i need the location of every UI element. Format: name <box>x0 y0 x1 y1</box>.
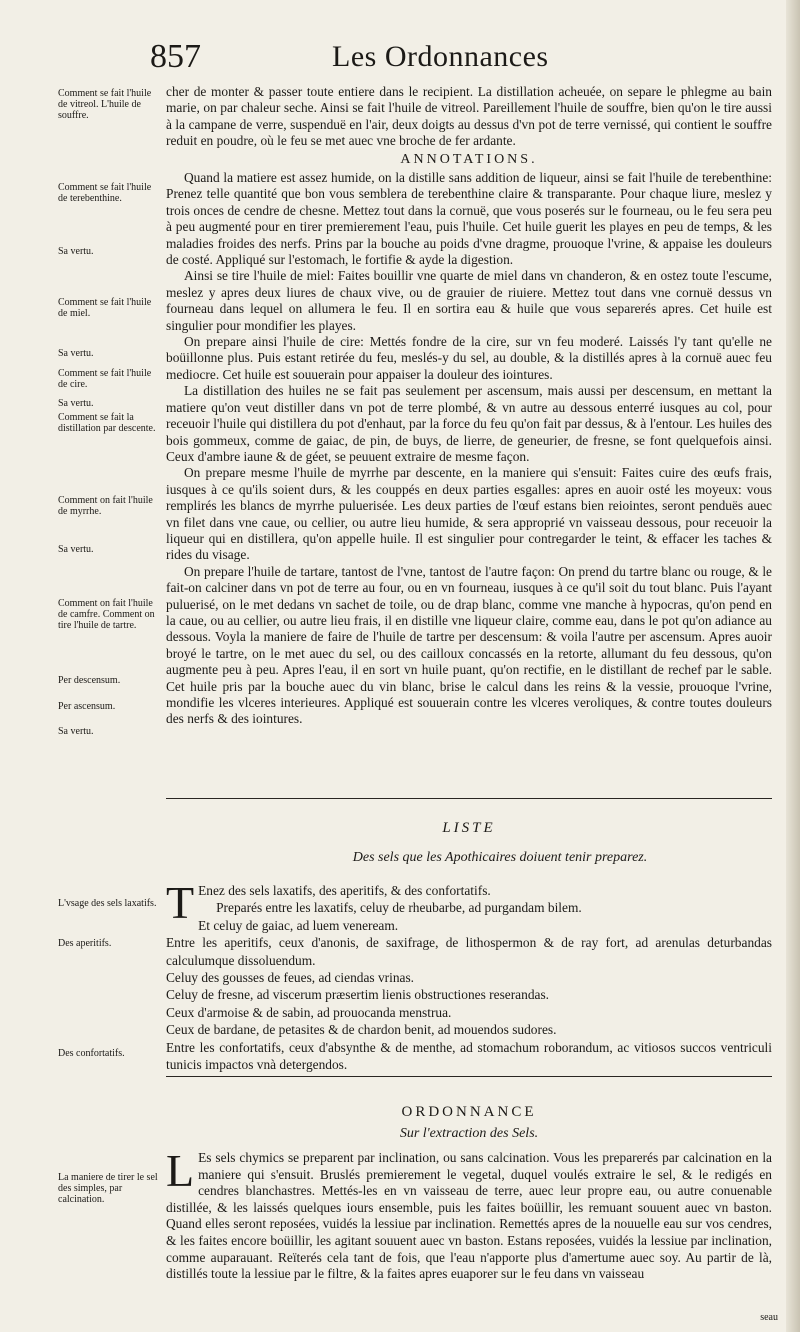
annotation-paragraph: On prepare mesme l'huile de myrrhe par descente, en la maniere qui s'ensuit: Faites cuire des œufs frais, iusques à ce qu'ils soient durs, & les couppés en deux parties esgalles: apres en auoir osté les moyeux: vous remplirés les blancs de myrrhe puluerisée. Les deux parties de l'œuf estans bien reiointes, seront penduës auec vn filet dans vne caue, ou cellier, ou autre lieu humide, & sera approprié vn vaisseau dessous, pour receuoir la liqueur qui en distillera, qu'on appelle huile. Il est singulier pour contregarder le teint, & effacer les taches & rides du visage. <box>166 465 772 563</box>
liste-item: Entre les aperitifs, ceux d'anonis, de saxifrage, de lithospermon & de ray fort, ad arenulas deturbandas calculumque dissoluendum. <box>166 935 772 968</box>
liste-item: Ceux de bardane, de petasites & de chardon benit, ad mouendos sudores. <box>166 1022 557 1038</box>
annotations-heading: ANNOTATIONS. <box>400 152 538 167</box>
liste-subtitle: Des sels que les Apothicaires doiuent tenir preparez. <box>352 850 648 865</box>
page-header <box>150 38 760 82</box>
margin-note: Per ascensum. <box>58 701 116 712</box>
liste-item: Celuy des gousses de feues, ad ciendas vrinas. <box>166 970 415 986</box>
section-rule <box>166 1076 772 1077</box>
dropcap-letter: L <box>166 1145 195 1196</box>
annotation-paragraph: On prepare l'huile de tartare, tantost de l'vne, tantost de l'autre façon: On prend du tartre blanc ou rouge, & le fait-on calciner dans vn pot de terre au four, ou en vn fourneau, iusques à ce qu'il soit du tout blanc. Puis l'ayant puluerisé, on le met dedans vn sachet de toile, ou de drap blanc, comme vne manche à hypocras, qu'on pend en la caue, ou au cellier, ou autre lieu frais, il en distille vne liqueur claire, comme eau, dans le pot qu'on adiance au dessous. Voyla la maniere de faire de l'huile de tartre per descensum: & voila l'autre per ascensum. Apres auoir broyé le tartre, on le met auec du sel, ou des cailloux concassés en la retorte, allumant du feu dessous, qu'on augmente peu à peu. Apres l'eau, il en sort vn huile puant, qu'on rectifie, en le distillant de rechef par le sable. Cet huile pris par la bouche auec du vin blanc, brise le calcul dans les reins & la vessie, prouoque l'vrine, mondifie les vlceres interieures. Appliqué est souuerain contre les vlceres veroliques, & contre toutes douleurs des nerfs & des iointures. <box>166 563 772 727</box>
liste-item: Celuy de fresne, ad viscerum præsertim lienis obstructiones reserandas. <box>166 987 550 1003</box>
page-edge <box>786 0 800 1332</box>
catchword: seau <box>760 1312 778 1323</box>
annotation-paragraph: Quand la matiere est assez humide, on la distille sans addition de liqueur, ainsi se fait l'huile de terebenthine: Prenez telle quantité que bon vous semblera de terebenthine claire & transparante. Pour chaque liure, meslez y trois onces de cendre de chesne. Mettez tout dans la cornuë, que vous poserés sur le fourneau, ou le feu sera peu à peu augmenté pour en tirer premierement l'eau, puis l'huile. Cet huile guerit les playes en peu de temps, & les maladies froides des nerfs. Prins par la bouche au poids d'vne dragme, prouoque l'vrine, & appaise les douleurs de costé. Appliqué sur l'estomach, le fortifie & ayde la digestion. <box>166 170 772 268</box>
running-title: Les Ordonnances <box>332 40 549 73</box>
margin-note: Sa vertu. <box>58 398 94 409</box>
ordonnance-text <box>166 1145 772 1283</box>
margin-note: Sa vertu. <box>58 726 94 737</box>
margin-note: Comment on fait l'huile de camfre. Comment on tire l'huile de tartre. <box>58 598 155 631</box>
ordonnance-paragraph: Es sels chymics se preparent par inclination, ou sans calcination. Vous les preparerés par calcination en la maniere qui s'ensuit. Bruslés premierement le vegetal, duquel voulés extraire le sel, & le redigés en cendres blanchastres. Mettés-les en vn vaisseau de terre, auec leur propre eau, ou autre conuenable distillée, & les laissés quelques iours ensemble, puis les faites boüillir, les remuant souuent auec vn baston. Quand elles seront reposées, vuidés la lessiue par inclination. Remettés apres de la nouuelle eau sur vos cendres, & les faites encore boüillir, les agitant souuent auec vn baston. Estans reposées, vuidés la lessiue par inclination, comme auparauant. Reïterés cela tant de fois, que l'eau n'apporte plus d'amertume auec soy. Au partir de là, distillés toute la lessiue par le filtre, & la faites apres euaporer sur le feu dans vn vaisseau <box>166 1150 772 1282</box>
margin-note: Comment se fait la distillation par descente. <box>58 412 156 434</box>
annotation-paragraph: On prepare ainsi l'huile de cire: Mettés fondre de la cire, sur vn feu moderé. Laissés l'y tant qu'elle ne boüillonne plus. Puis estant retirée du feu, meslés-y du sel, au double, & la distillés apres à la cornuë auec feu mediocre. Cet huile est souuerain pour appaiser la douleur des iointures. <box>166 334 772 382</box>
liste-item: Ceux d'armoise & de sabin, ad prouocanda menstrua. <box>166 1004 452 1020</box>
margin-note: Sa vertu. <box>58 246 94 257</box>
ordonnance-subtitle: Sur l'extraction des Sels. <box>399 1126 539 1141</box>
margin-note: Per descensum. <box>58 675 121 686</box>
margin-note: Comment se fait l'huile de cire. <box>58 368 152 390</box>
annotation-paragraph: Ainsi se tire l'huile de miel: Faites bouillir vne quarte de miel dans vn chanderon, & en ostez toute l'escume, meslez y apres deux liures de chaux vive, ou de grauier de riuiere. Mettez tout dans vne cornuë dessus vn fourneau dans lequel on allumera le feu. Il en sortira eau & huile que vous separerés apres. Cet huile est singulier pour mondifier les playes. <box>166 268 772 333</box>
margin-note: Des aperitifs. <box>58 938 112 949</box>
page-number: 857 <box>150 38 201 75</box>
liste-item: Et celuy de gaiac, ad luem veneream. <box>198 917 399 933</box>
intro-paragraph: cher de monter & passer toute entiere dans le recipient. La distillation acheuée, on separe le phlegme au bain marie, on par chaleur seche. Ainsi se fait l'huile de vitreol. Pareillement l'huile de souffre, bien qu'on le tire aussi à la campane de verre, suspenduë en l'air, deux doigts au dessus d'vn pot de terre vernissé, qui contient le souffre reduit en poudre, où le feu se met auec vne broche de fer ardante. <box>166 84 772 149</box>
margin-note: Comment on fait l'huile de myrrhe. <box>58 495 153 517</box>
annotation-paragraph: La distillation des huiles ne se fait pas seulement per ascensum, mais aussi per descensum, en mettant la matiere qu'on veut distiller dans vn pot de terre plombé, & vn autre au dessous enterré iusques au col, pour receuoir l'huile qui distillera du pot d'enhaut, par la force du feu qu'on fait par dessus, & à l'entour. Les huiles des bois gommeux, comme de gaiac, de pin, de buys, de lierre, de geneurier, de fresne, se font quelquefois ainsi. Ceux d'ambre iaune & de géet, se peuuent extraire de mesme façon. <box>166 383 772 464</box>
margin-note-top <box>58 88 160 122</box>
ordonnance-title: ORDONNANCE <box>401 1104 537 1120</box>
section-rule <box>166 798 772 799</box>
liste-item: Preparés entre les laxatifs, celuy de rheubarbe, ad purgandam bilem. <box>216 900 582 916</box>
margin-note: Comment se fait l'huile de terebenthine. <box>58 182 152 204</box>
liste-item: Enez des sels laxatifs, des aperitifs, & des confortatifs. <box>198 883 491 898</box>
margin-note: Sa vertu. <box>58 348 94 359</box>
liste-item: Entre les confortatifs, ceux d'absynthe & de menthe, ad stomachum roborandum, ac vitiosos succos ventriculi tunicis impactos vnà detergendos. <box>166 1039 772 1073</box>
liste-list <box>166 877 772 1073</box>
annotations-text <box>166 170 772 728</box>
margin-note: Comment se fait l'huile de vitreol. L'huile de souffre. <box>58 88 152 121</box>
margin-note: Comment se fait l'huile de miel. <box>58 297 152 319</box>
margin-note: Sa vertu. <box>58 544 94 555</box>
margin-note: La maniere de tirer le sel des simples, par calcination. <box>58 1172 158 1205</box>
margin-note: Des confortatifs. <box>58 1048 125 1059</box>
margin-note: L'vsage des sels laxatifs. <box>58 898 157 909</box>
liste-title: LISTE <box>442 820 496 836</box>
dropcap-letter: T <box>166 877 195 928</box>
intro-text <box>166 84 772 150</box>
